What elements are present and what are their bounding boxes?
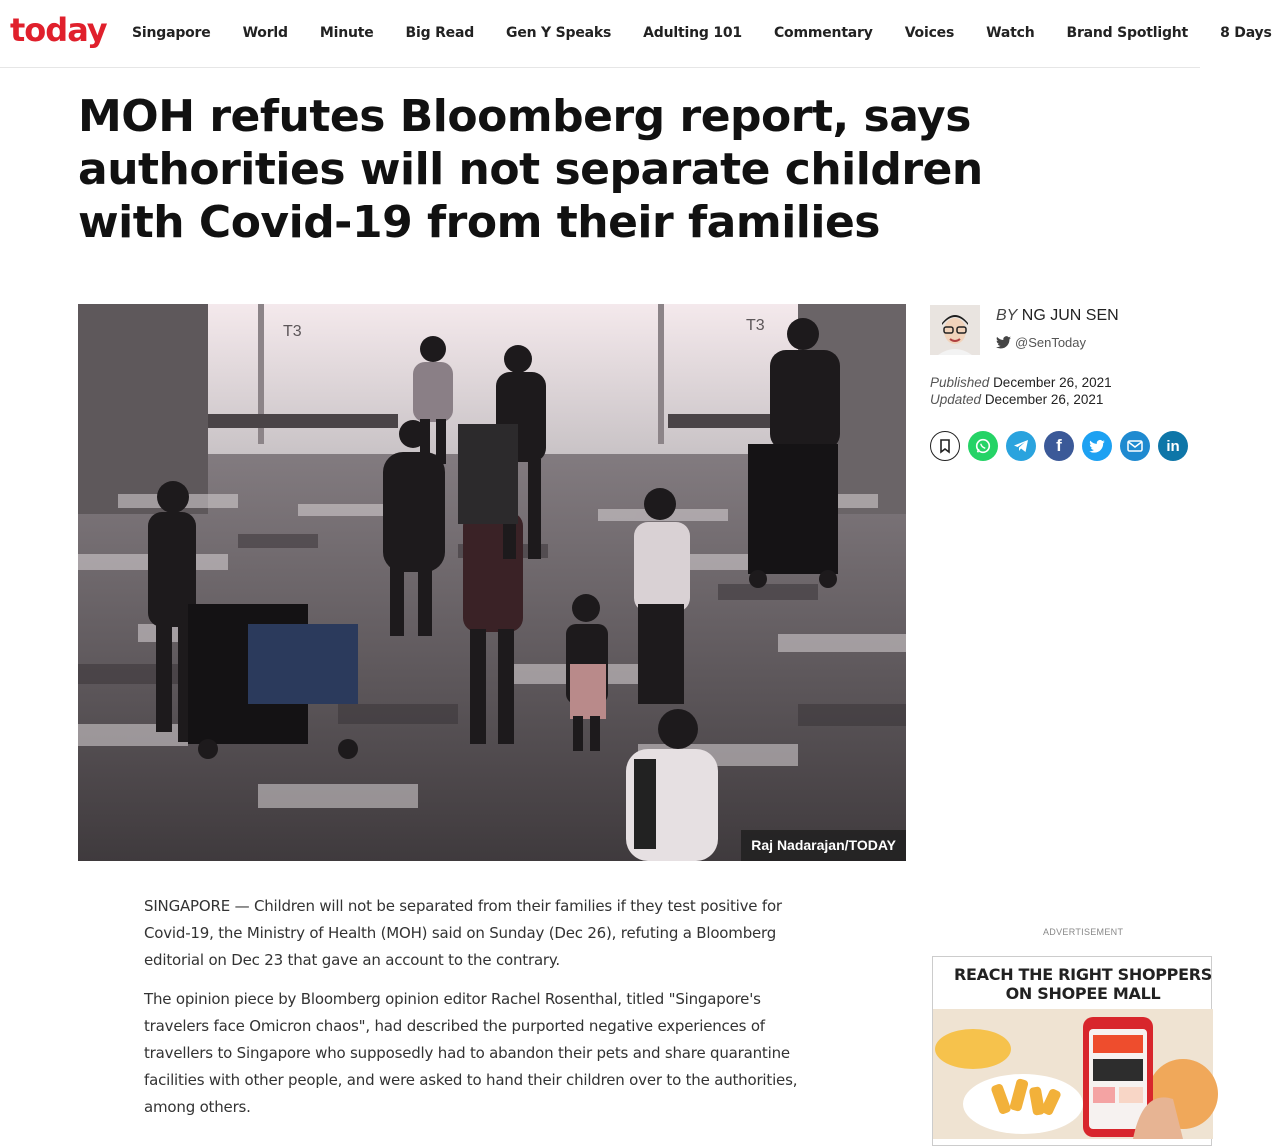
author-byline xyxy=(996,307,1119,325)
author-name[interactable]: NG JUN SEN xyxy=(1021,307,1119,324)
publish-dates xyxy=(930,374,1112,408)
updated-date: December 26, 2021 xyxy=(984,392,1104,407)
facebook-icon: f xyxy=(1056,436,1062,455)
email-share-button[interactable] xyxy=(1120,431,1150,461)
ad-image xyxy=(933,1009,1213,1139)
section-nav xyxy=(116,0,1288,66)
article-body xyxy=(144,893,824,1133)
author-portrait-icon xyxy=(930,305,980,355)
nav-item-watch[interactable]: Watch xyxy=(986,25,1035,41)
author-avatar[interactable] xyxy=(930,305,980,355)
bookmark-icon xyxy=(939,439,951,453)
top-navigation-bar xyxy=(0,0,1272,68)
nav-item-gen-y-speaks[interactable]: Gen Y Speaks xyxy=(506,25,612,41)
nav-item-singapore[interactable]: Singapore xyxy=(132,25,211,41)
nav-item-voices[interactable]: Voices xyxy=(904,25,955,41)
photo-credit: Raj Nadarajan/TODAY xyxy=(741,830,906,861)
svg-text:T3: T3 xyxy=(746,317,765,334)
nav-item-world[interactable]: World xyxy=(242,25,288,41)
site-logo[interactable]: today xyxy=(10,11,107,49)
article-paragraph: The opinion piece by Bloomberg opinion editor Rachel Rosenthal, titled "Singapore's travelers face Omicron chaos", had described the purported negative experiences of travellers to Singapore who supposedly had to abandon their pets and share quarantine facilities with other people, and were asked to hand their children over to the authorities, among others. xyxy=(144,990,798,1116)
whatsapp-share-button[interactable] xyxy=(968,431,998,461)
whatsapp-icon xyxy=(974,437,992,455)
article-paragraph: SINGAPORE — Children will not be separated from their families if they test positive for Covid-19, the Ministry of Health (MOH) said on Sunday (Dec 26), refuting a Bloomberg editorial on Dec 23 that gave an account to the contrary. xyxy=(144,897,782,969)
published-label: Published xyxy=(930,375,990,390)
twitter-handle: @SenToday xyxy=(1015,335,1087,350)
twitter-icon xyxy=(1089,440,1105,453)
advertisement-banner[interactable] xyxy=(932,956,1212,1146)
nav-item-big-read[interactable]: Big Read xyxy=(405,25,475,41)
airport-terminal-photo xyxy=(78,304,906,861)
nav-item-minute[interactable]: Minute xyxy=(319,25,374,41)
author-twitter[interactable] xyxy=(996,335,1086,350)
byline-label: BY xyxy=(996,307,1018,324)
ad-headline-line-1: REACH THE RIGHT SHOPPERS xyxy=(954,965,1212,984)
nav-item-adulting-101[interactable]: Adulting 101 xyxy=(643,25,742,41)
facebook-share-button[interactable] xyxy=(1044,431,1074,461)
linkedin-icon: in xyxy=(1166,437,1180,455)
telegram-share-button[interactable] xyxy=(1006,431,1036,461)
twitter-bird-icon xyxy=(996,336,1011,349)
twitter-share-button[interactable] xyxy=(1082,431,1112,461)
ad-headline-line-2: ON SHOPEE MALL xyxy=(1005,984,1161,1003)
nav-item-8-days[interactable]: 8 Days xyxy=(1220,25,1272,41)
advertisement-label: ADVERTISEMENT xyxy=(1043,927,1124,937)
email-icon xyxy=(1127,440,1143,452)
updated-label: Updated xyxy=(930,392,982,407)
telegram-icon xyxy=(1013,439,1029,453)
published-date: December 26, 2021 xyxy=(993,375,1112,390)
linkedin-share-button[interactable] xyxy=(1158,431,1188,461)
nav-item-commentary[interactable]: Commentary xyxy=(773,25,873,41)
nav-item-brand-spotlight[interactable]: Brand Spotlight xyxy=(1066,25,1189,41)
svg-text:T3: T3 xyxy=(283,323,302,340)
bookmark-button[interactable] xyxy=(930,431,960,461)
hero-photo xyxy=(78,304,906,861)
share-bar xyxy=(930,431,1188,461)
ad-headline xyxy=(933,965,1233,1003)
article-headline: MOH refutes Bloomberg report, says authorities will not separate children with Covid-19 from their families xyxy=(78,91,983,248)
